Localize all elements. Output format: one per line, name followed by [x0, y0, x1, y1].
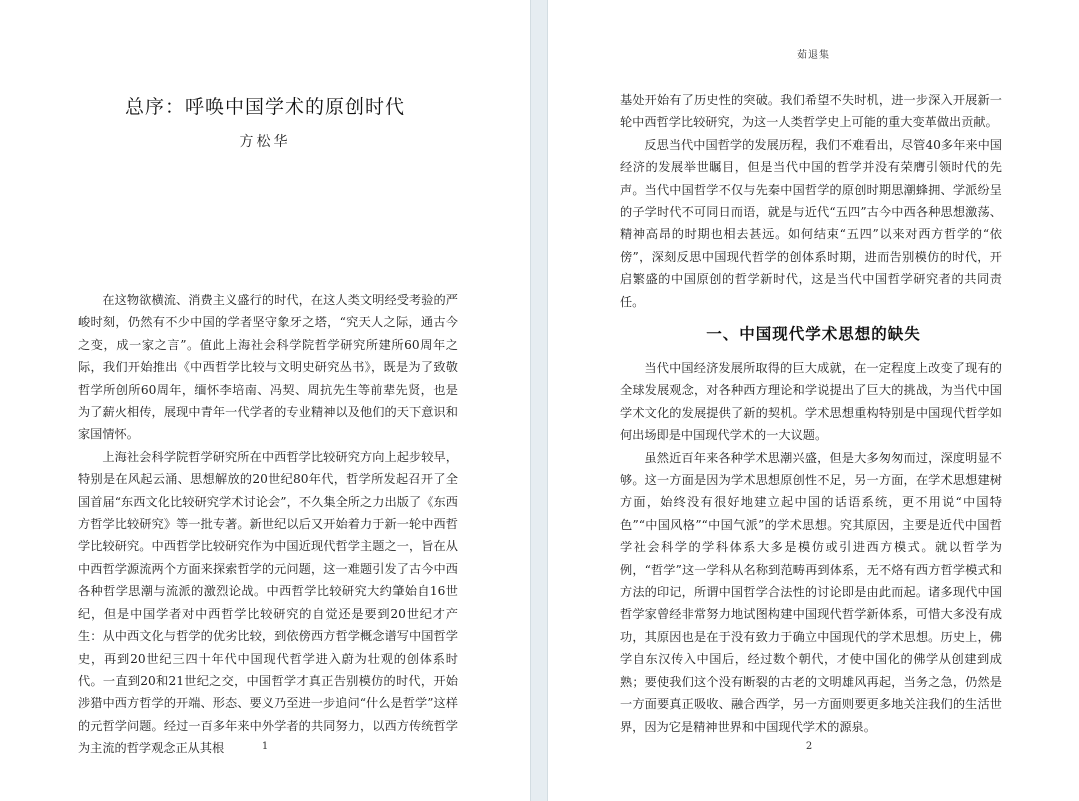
paragraph: 当代中国经济发展所取得的巨大成就，在一定程度上改变了现有的全球发展观念，对各种西方理论和学说提出了巨大的挑战，为当代中国学术文化的发展提供了新的契机。学术思想重构特别是中国现代哲学如何出场即是中国现代学术的一大议题。 [620, 361, 1002, 443]
paragraph: 反思当代中国哲学的发展历程，我们不难看出，尽管40多年来中国经济的发展举世瞩目，但是当代中国的哲学并没有荣膺引领时代的先声。当代中国哲学不仅与先秦中国哲学的原创时期思潮蜂拥、学派纷呈的子学时代不可同日而语，就是与近代“五四”古今中西各种思想激荡、精神高昂的时期也相去甚远。如何结束“五四”以来对西方哲学的“依傍”，深刻反思中国现代哲学的创体系时期，进而告别模仿的时代，开启繁盛的中国原创的哲学新时代，这是当代中国哲学研究者的共同责任。 [620, 137, 1002, 309]
author-name: 方松华 [239, 134, 291, 150]
paragraph: 上海社会科学院哲学研究所在中西哲学比较研究方向上起步较早，特别是在风起云涌、思想解放的20世纪80年代，哲学所发起召开了全国首届“东西文化比较研究学术讨论会”，不久集全所之力出版了《东西方哲学比较研究》等一批专著。新世纪以后又开始着力于新一轮中西哲学比较研究。中西哲学比较研究作为中国近现代哲学主题之一，旨在从中西哲学源流两个方面来探索哲学的元问题，这一难题引发了古今中西各种哲学思潮与流派的激烈论战。中西哲学比较研究大约肇始自16世纪，但是中国学者对中西哲学比较研究的自觉还是要到20世纪才产生：从中西文化与哲学的优劣比较，到依傍西方哲学概念谱写中国哲学史，再到20世纪三四十年代中国现代哲学进入蔚为壮观的创体系时代。一直到20和21世纪之交，中国哲学才真正告别模仿的时代，开始涉猎中西方哲学的开端、形态、要义乃至进一步追问“什么是哲学”这样的元哲学问题。经过一百多年来中外学者的共同努力，以西方传统哲学为主流的哲学观念正从其根 [78, 449, 458, 756]
paragraph: 在这物欲横流、消费主义盛行的时代，在这人类文明经受考验的严峻时刻，仍然有不少中国的学者坚守象牙之塔，“究天人之际，通古今之变，成一家之言”。值此上海社会科学院哲学研究所建所60周年之际，我们开始推出《中西哲学比较与文明史研究丛书》，既是为了致敬哲学所创所60周年，缅怀李培南、冯契、周抗先生等前辈先贤，也是为了薪火相传，展现中青年一代学者的专业精神以及他们的天下意识和家国情怀。 [78, 293, 458, 442]
left-page-body [78, 289, 458, 760]
page-number-left: 1 [261, 741, 269, 752]
paragraph: 基处开始有了历史性的突破。我们希望不失时机，进一步深入开展新一轮中西哲学比较研究，为这一人类哲学史上可能的重大变革做出贡献。 [620, 93, 1002, 130]
preface-title: 总序：呼唤中国学术的原创时代 [124, 96, 405, 118]
section-heading: 一、中国现代学术思想的缺失 [706, 324, 921, 343]
left-page [0, 0, 530, 801]
right-page [548, 0, 1079, 801]
page-gutter [530, 0, 548, 801]
paragraph: 虽然近百年来各种学术思潮兴盛，但是大多匆匆而过，深度明显不够。这一方面是因为学术思想原创性不足，另一方面，在学术思想建树方面，始终没有很好地建立起中国的话语系统，更不用说“中国特色”“中国风格”“中国气派”的学术思想。究其原因，主要是近代中国哲学社会科学的学科体系大多是模仿或引进西方模式。就以哲学为例，“哲学”这一学科从名称到范畴再到体系，无不烙有西方哲学模式和方法的印记，所谓中国哲学合法性的讨论即是由此而起。诸多现代中国哲学家曾经非常努力地试图构建中国现代哲学新体系，可惜大多没有成功，其原因也是在于没有致力于确立中国现代的学术思想。历史上，佛学自东汉传入中国后，经过数个朝代，才使中国化的佛学从创建到成熟；要使我们这个没有断裂的古老的文明雄风再起，当务之急，仍然是一方面要真正吸收、融合西学，另一方面则要更多地关注我们的生活世界，因为它是精神世界和中国现代学术的源泉。 [620, 450, 1002, 734]
running-header: 茹退集 [797, 50, 830, 61]
right-page-body-bottom [620, 357, 1002, 738]
right-page-body-top [620, 89, 1002, 313]
page-number-right: 2 [805, 741, 813, 752]
